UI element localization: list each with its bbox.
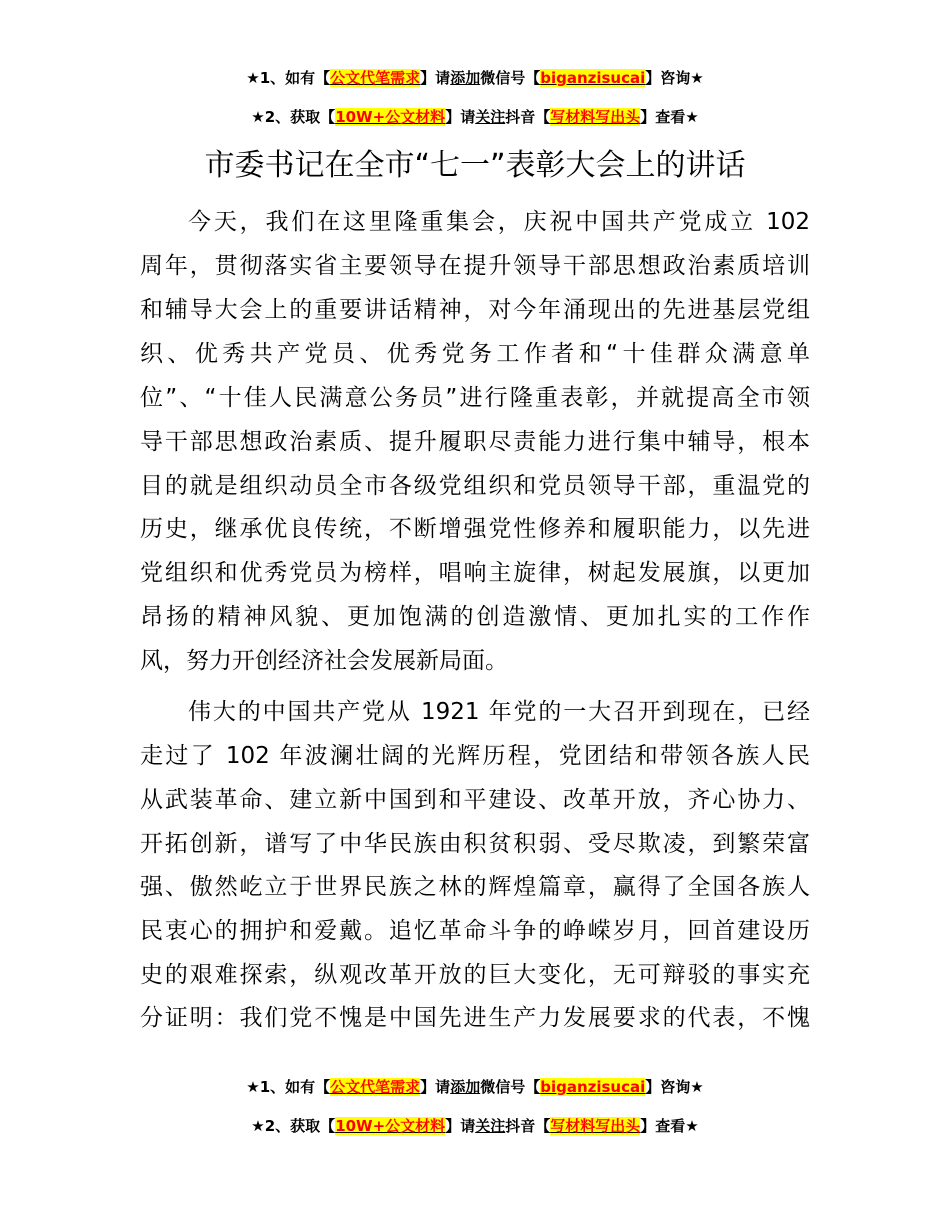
banner-text: 】咨询★ (645, 69, 704, 87)
body-line: 导干部思想政治素质、提升履职尽责能力进行集中辅导，根本 (140, 429, 810, 455)
body-line: 风，努力开创经济社会发展新局面。 (140, 648, 508, 674)
top-banner-line-1 (0, 68, 950, 88)
body-line: 目的就是组织动员全市各级党组织和党员领导干部，重温党的 (140, 473, 810, 499)
body-line: 今天，我们在这里隆重集会，庆祝中国共产党成立 102 (188, 209, 810, 235)
body-line: 织、优秀共产党员、优秀党务工作者和“十佳群众满意单 (140, 341, 810, 367)
body-line: 开拓创新，谱写了中华民族由积贫积弱、受尽欺凌，到繁荣富 (140, 831, 810, 857)
banner-text: ★2、获取【 (251, 1117, 336, 1135)
body-line: 走过了 102 年波澜壮阔的光辉历程，党团结和带领各族人民 (140, 743, 810, 769)
banner-text: ★1、如有【 (246, 69, 331, 87)
bottom-banner-line-2 (0, 1116, 950, 1136)
banner-text: 】请 (445, 1117, 476, 1135)
ghostwriting-highlight: 公文代笔需求 (330, 69, 421, 87)
body-line: 位”、“十佳人民满意公务员”进行隆重表彰，并就提高全市领 (140, 385, 810, 411)
body-line: 民衷心的拥护和爱戴。追忆革命斗争的峥嵘岁月，回首建设历 (140, 918, 810, 944)
body-line: 从武装革命、建立新中国到和平建设、改革开放，齐心协力、 (140, 787, 810, 813)
bottom-banner-line-1 (0, 1077, 950, 1097)
banner-text: 微信号【 (480, 1078, 541, 1096)
ghostwriting-highlight: 公文代笔需求 (330, 1078, 421, 1096)
banner-text: 抖音【 (505, 1117, 551, 1135)
add-underlined-text: 添加 (450, 1078, 481, 1096)
banner-text: 】查看★ (640, 108, 699, 126)
douyin-account-highlight: 写材料写出头 (550, 108, 641, 126)
banner-text: ★2、获取【 (251, 108, 336, 126)
banner-text: 】咨询★ (645, 1078, 704, 1096)
wechat-id-highlight: biganzisucai (540, 69, 646, 87)
materials-highlight: 10W+公文材料 (335, 108, 446, 126)
body-line: 周年，贯彻落实省主要领导在提升领导干部思想政治素质培训 (140, 253, 810, 279)
body-line: 昂扬的精神风貌、更加饱满的创造激情、更加扎实的工作作 (140, 604, 810, 630)
body-line: 史的艰难探索，纵观改革开放的巨大变化，无可辩驳的事实充 (140, 962, 810, 988)
banner-text: 抖音【 (505, 108, 551, 126)
body-line: 历史，继承优良传统，不断增强党性修养和履职能力，以先进 (140, 516, 810, 542)
wechat-id-highlight: biganzisucai (540, 1078, 646, 1096)
banner-text: 】请 (420, 69, 451, 87)
body-line: 和辅导大会上的重要讲话精神，对今年涌现出的先进基层党组 (140, 297, 810, 323)
douyin-account-highlight: 写材料写出头 (550, 1117, 641, 1135)
banner-text: 】查看★ (640, 1117, 699, 1135)
body-line: 强、傲然屹立于世界民族之林的辉煌篇章，赢得了全国各族人 (140, 874, 810, 900)
follow-underlined-text: 关注 (475, 1117, 506, 1135)
body-line: 伟大的中国共产党从 1921 年党的一大召开到现在，已经 (188, 699, 810, 725)
document-title: 市委书记在全市“七一”表彰大会上的讲话 (204, 148, 746, 183)
top-banner-line-2 (0, 107, 950, 127)
banner-text: ★1、如有【 (246, 1078, 331, 1096)
banner-text: 】请 (445, 108, 476, 126)
materials-highlight: 10W+公文材料 (335, 1117, 446, 1135)
follow-underlined-text: 关注 (475, 108, 506, 126)
body-line: 分证明：我们党不愧是中国先进生产力发展要求的代表，不愧 (140, 1005, 810, 1031)
banner-text: 】请 (420, 1078, 451, 1096)
body-line: 党组织和优秀党员为榜样，唱响主旋律，树起发展旗，以更加 (140, 560, 810, 586)
add-underlined-text: 添加 (450, 69, 481, 87)
banner-text: 微信号【 (480, 69, 541, 87)
